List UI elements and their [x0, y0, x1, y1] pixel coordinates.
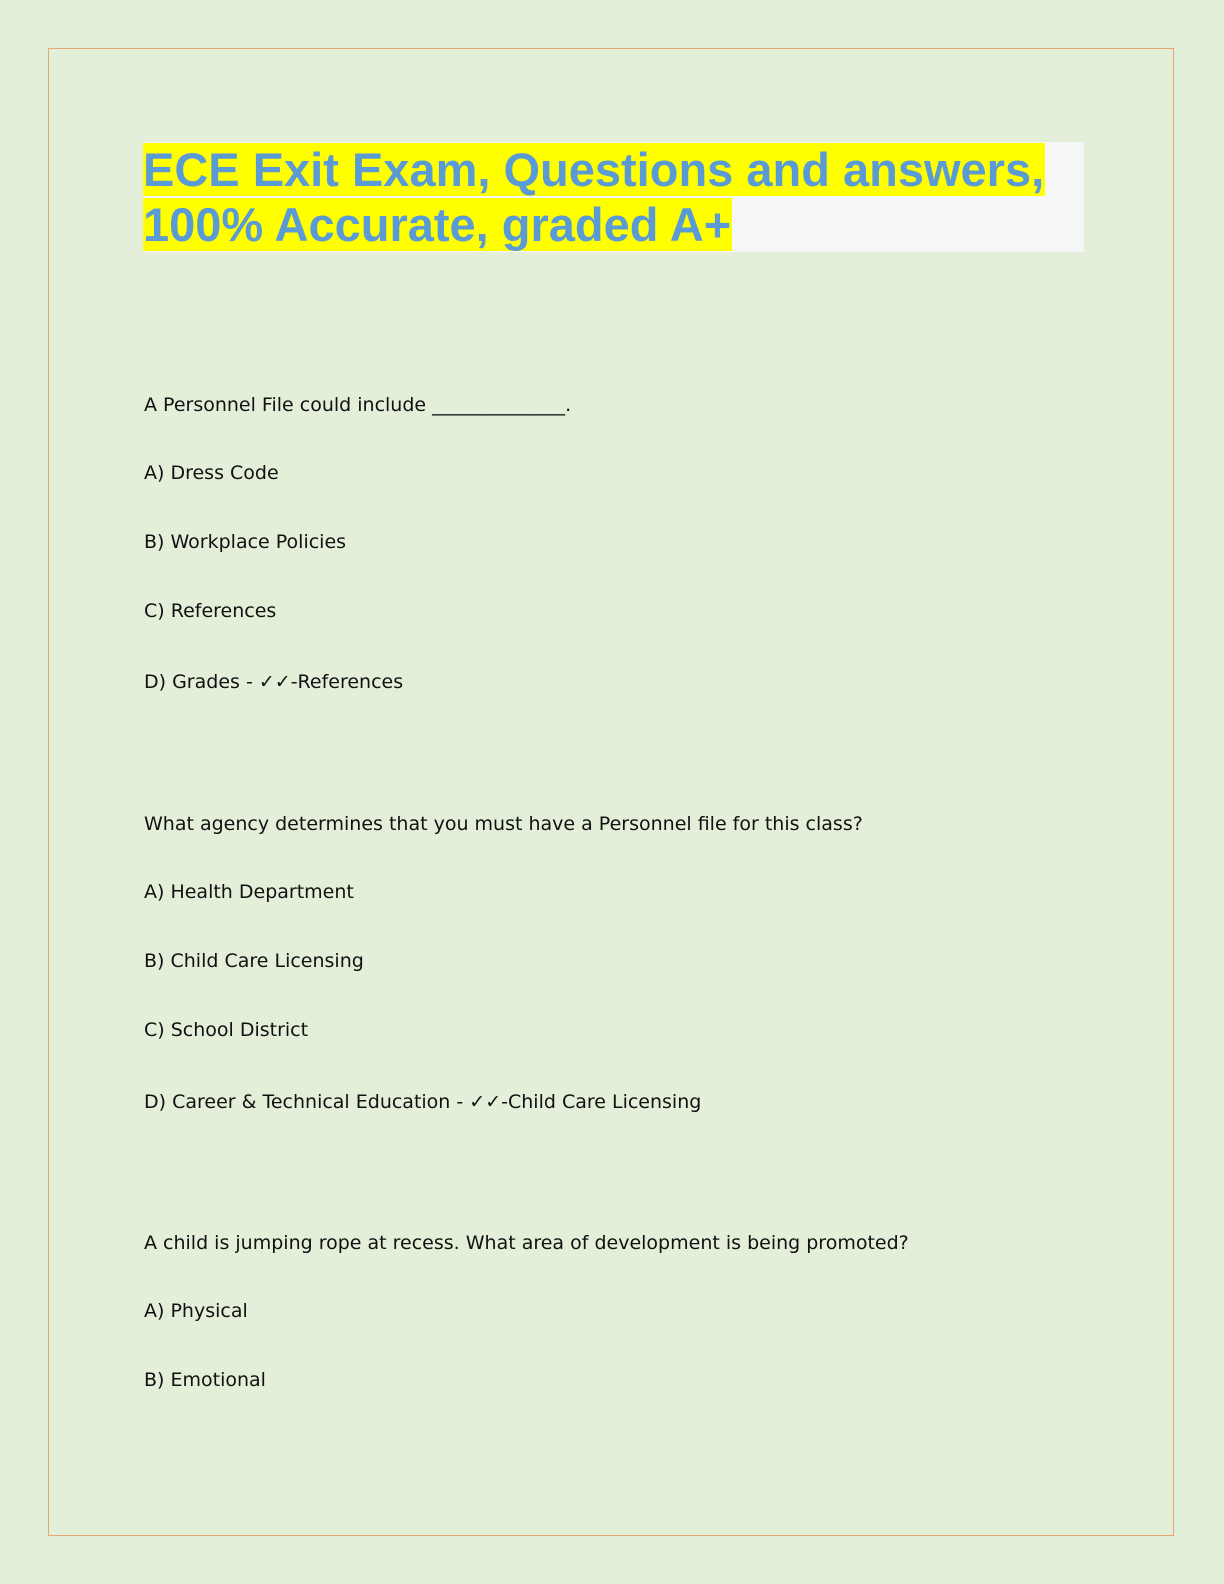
option-2c: C) School District: [144, 1019, 309, 1041]
option-1b: B) Workplace Policies: [144, 531, 347, 553]
answer-2: -Child Care Licensing: [501, 1091, 702, 1113]
option-2d-label: D) Career & Technical Education -: [144, 1091, 470, 1113]
option-1d-label: D) Grades -: [144, 671, 259, 693]
answer-1: -References: [290, 671, 404, 693]
option-3a: A) Physical: [144, 1300, 248, 1322]
question-2: What agency determines that you must have a Personnel file for this class?: [144, 813, 863, 835]
check-mark-icon: ✓✓: [469, 1091, 502, 1113]
option-2d: [144, 1091, 701, 1113]
option-1d: [144, 671, 403, 693]
title-line-2: 100% Accurate, graded A+: [143, 198, 732, 251]
question-3: A child is jumping rope at recess. What area of development is being promoted?: [144, 1232, 909, 1254]
option-3b: B) Emotional: [144, 1369, 266, 1391]
title-line-1: ECE Exit Exam, Questions and answers,: [143, 143, 1045, 196]
option-1a: A) Dress Code: [144, 462, 279, 484]
check-mark-icon: ✓✓: [258, 671, 291, 693]
option-2a: A) Health Department: [144, 881, 354, 903]
option-1c: C) References: [144, 600, 277, 622]
question-1: A Personnel File could include ______________.: [144, 394, 572, 416]
option-2b: B) Child Care Licensing: [144, 950, 364, 972]
document-title: [143, 142, 1084, 252]
